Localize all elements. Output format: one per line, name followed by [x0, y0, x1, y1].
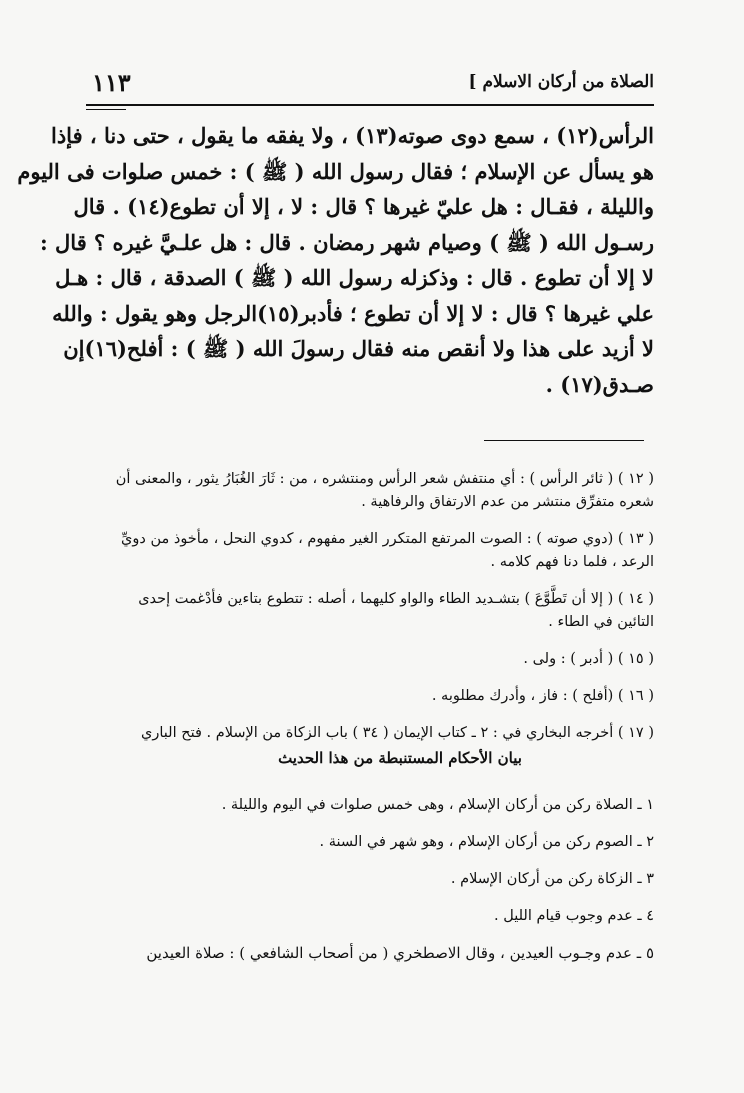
header-rule	[86, 104, 654, 106]
footnotes	[86, 468, 654, 979]
footnote-line: ( ١٧ ) أخرجه البخاري في : ٢ ـ كتاب الإيمان ( ٣٤ ) باب الزكاة من الإسلام . فتح الباري	[141, 725, 654, 741]
hadith-line: رسـول الله ( ﷺ ) وصيام شهر رمضان . قال : هل علـيَّ غيره ؟ قال :	[39, 229, 654, 255]
footnote-15	[86, 648, 654, 671]
footnote-line: ( ١٤ ) ( إلا أن تَطَّوَّعَ ) بتشـديد الطاء والواو كليهما ، أصله : تتطوع بتاءين فأدْغمت إحدى	[138, 591, 654, 607]
hadith-line: علي غيرها ؟ قال : لا إلا أن تطوع ؛ فأدبر(١٥)الرجل وهو يقول : والله	[52, 300, 654, 326]
header-title: الصلاة من أركان الاسلام ]	[468, 72, 654, 92]
ruling-item: ٢ ـ الصوم ركن من أركان الإسلام ، وهو شهر في السنة .	[319, 834, 654, 850]
hadith-line: والليلة ، فقـال : هل عليّ غيرها ؟ قال : لا ، إلا أن تطوع(١٤) . قال	[73, 194, 654, 219]
ruling-item: ١ ـ الصلاة ركن من أركان الإسلام ، وهى خمس صلوات في اليوم والليلة .	[221, 797, 654, 813]
footnote-line: التائين في الطاء .	[548, 614, 654, 630]
hadith-line: لا أزيد على هذا ولا أنقص منه فقال رسولَ الله ( ﷺ ) : أفلح(١٦)إن	[63, 336, 654, 361]
footnote-line: ( ١٦ ) (أفلح ) : فاز ، وأدرك مطلوبه .	[431, 688, 654, 704]
footnote-separator	[484, 440, 644, 441]
footnote-13	[86, 528, 654, 574]
hadith-line: الرأس(١٢) ، سمع دوى صوته(١٣) ، ولا يفقه ما يقول ، حتى دنا ، فإذا	[51, 123, 654, 148]
footnote-line: ( ١٣ ) (دوي صوته ) : الصوت المرتفع المتكرر الغير مفهوم ، كدوي النحل ، مأخوذ من دويِّ	[121, 531, 654, 547]
running-header	[86, 68, 654, 106]
rulings-list	[86, 794, 654, 964]
hadith-text	[17, 118, 654, 402]
footnote-line: ( ١٢ ) ( ثائر الرأس ) : أي منتفش شعر الرأس ومنتشره ، من : ثَارَ الغُبَارُ يثور ، والمعنى أن	[115, 471, 654, 487]
footnote-line: الرعد ، فلما دنا فهم كلامه .	[490, 554, 654, 570]
ruling-item: ٥ ـ عدم وجـوب العيدين ، وقال الاصطخري ( من أصحاب الشافعي ) : صلاة العيدين	[146, 944, 654, 962]
ruling-item: ٤ ـ عدم وجوب قيام الليل .	[494, 908, 654, 924]
footnote-line: شعره متفرِّق منتشر من عدم الارتفاق والرفاهية .	[361, 494, 654, 510]
header-rule-accent	[86, 109, 126, 110]
hadith-line: لا إلا أن تطوع . قال : وذكزله رسول الله ( ﷺ ) الصدقة ، قال : هـل	[55, 265, 654, 290]
rulings-heading: بيان الأحكام المستنبطة من هذا الحديث	[278, 749, 522, 767]
footnote-line: ( ١٥ ) ( أدبر ) : ولى .	[523, 651, 654, 667]
footnote-16	[86, 685, 654, 708]
hadith-line: هو يسأل عن الإسلام ؛ فقال رسول الله ( ﷺ ) : خمس صلوات فى اليوم	[17, 158, 654, 184]
ruling-item: ٣ ـ الزكاة ركن من أركان الإسلام .	[450, 871, 654, 887]
footnote-12	[86, 468, 654, 514]
footnote-17	[86, 722, 654, 745]
hadith-line: صـدق(١٧) .	[545, 371, 654, 397]
footnote-14	[86, 588, 654, 634]
page-number: ١١٣	[92, 68, 131, 97]
